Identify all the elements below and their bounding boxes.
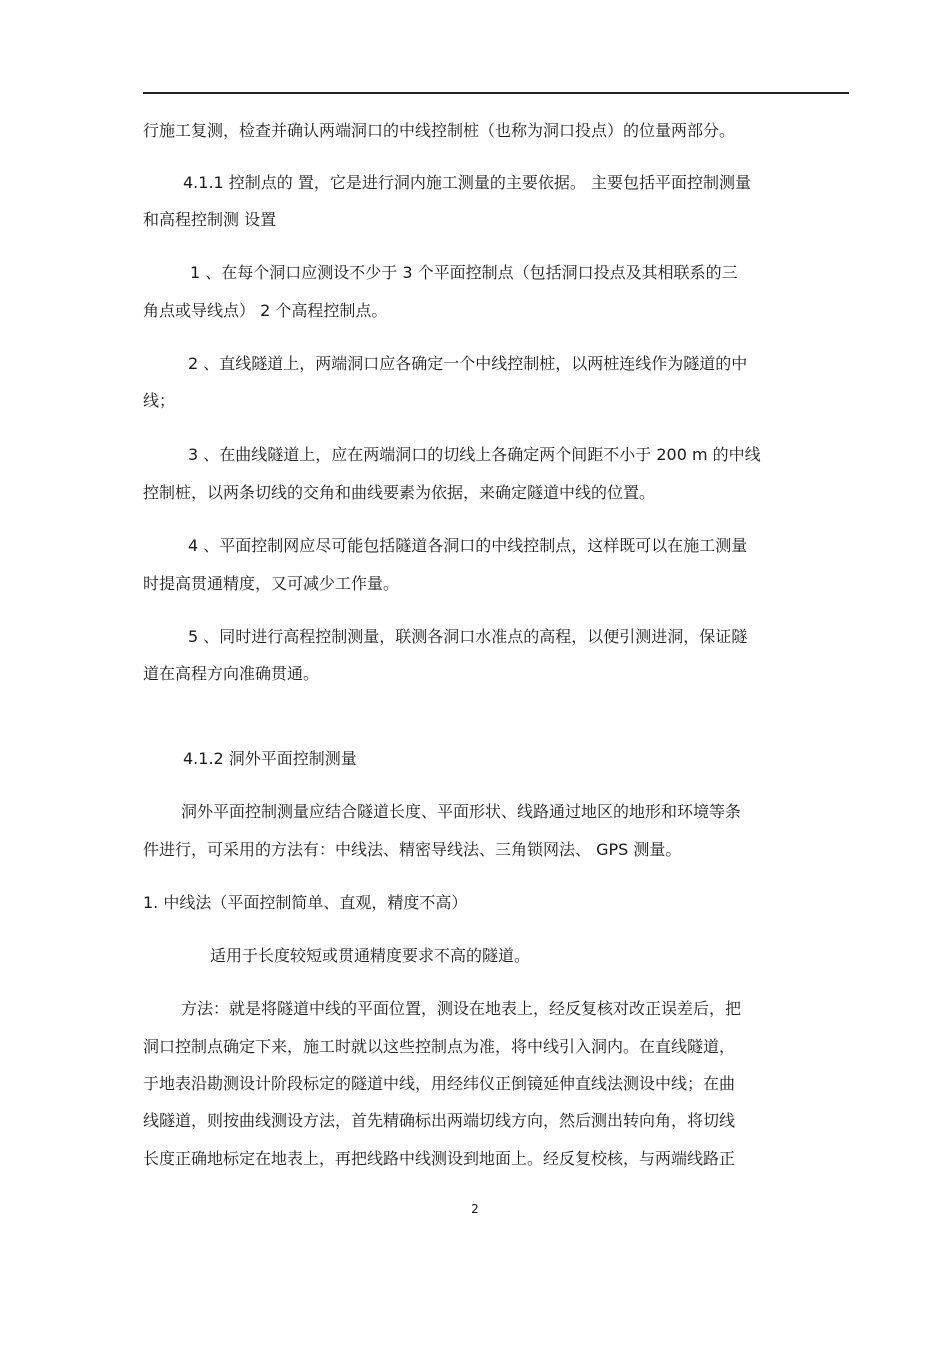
text-line: 道在高程方向准确贯通。 [143, 664, 320, 683]
list-item-2: 2 、直线隧道上，两端洞口应各确定一个中线控制桩，以两桩连线作为隧道的中 [188, 354, 748, 373]
list-item-5: 5 、同时进行高程控制测量，联测各洞口水准点的高程，以便引测进洞，保证隧 [188, 627, 748, 646]
text-line: 角点或导线点） 2 个高程控制点。 [143, 301, 388, 320]
text-line: 和高程控制测 设置 [143, 210, 277, 229]
text-line: 件进行，可采用的方法有：中线法、精密导线法、三角锁网法、 GPS 测量。 [143, 840, 682, 859]
list-item-1: 1 、在每个洞口应测设不少于 3 个平面控制点（包括洞口投点及其相联系的三 [190, 263, 738, 282]
text-line: 洞口控制点确定下来，施工时就以这些控制点为准，将中线引入洞内。在直线隧道， [143, 1037, 736, 1056]
header-rule [143, 92, 849, 94]
text-line: 线； [143, 391, 176, 410]
page-number: 2 [471, 1202, 479, 1216]
text-line: 时提高贯通精度，又可减少工作量。 [143, 574, 400, 593]
text-line: 控制桩，以两条切线的交角和曲线要素为依据，来确定隧道中线的位置。 [143, 483, 656, 502]
section-heading-4-1-2: 4.1.2 洞外平面控制测量 [183, 749, 357, 768]
text-line: 长度正确地标定在地表上，再把线路中线测设到地面上。经反复校核，与两端线路正 [143, 1149, 736, 1168]
text-line: 行施工复测，检查并确认两端洞口的中线控制桩（也称为洞口投点）的位量两部分。 [143, 121, 736, 140]
text-line: 线隧道，则按曲线测设方法，首先精确标出两端切线方向，然后测出转向角，将切线 [143, 1111, 736, 1130]
text-line: 于地表沿勘测设计阶段标定的隧道中线，用经纬仪正倒镜延伸直线法测设中线；在曲 [143, 1074, 736, 1093]
subheading-centerline-method: 1. 中线法（平面控制简单、直观，精度不高） [143, 893, 468, 912]
section-heading-4-1-1: 4.1.1 控制点的 置，它是进行洞内施工测量的主要依据。 主要包括平面控制测量 [183, 173, 751, 192]
paragraph-line: 洞外平面控制测量应结合隧道长度、平面形状、线路通过地区的地形和环境等条 [181, 802, 742, 821]
paragraph-line: 适用于长度较短或贯通精度要求不高的隧道。 [210, 946, 531, 965]
list-item-4: 4 、平面控制网应尽可能包括隧道各洞口的中线控制点，这样既可以在施工测量 [188, 536, 748, 555]
list-item-3: 3 、在曲线隧道上，应在两端洞口的切线上各确定两个间距不小于 200 m 的中线 [188, 445, 761, 464]
paragraph-line: 方法：就是将隧道中线的平面位置，测设在地表上，经反复核对改正误差后，把 [181, 999, 742, 1018]
